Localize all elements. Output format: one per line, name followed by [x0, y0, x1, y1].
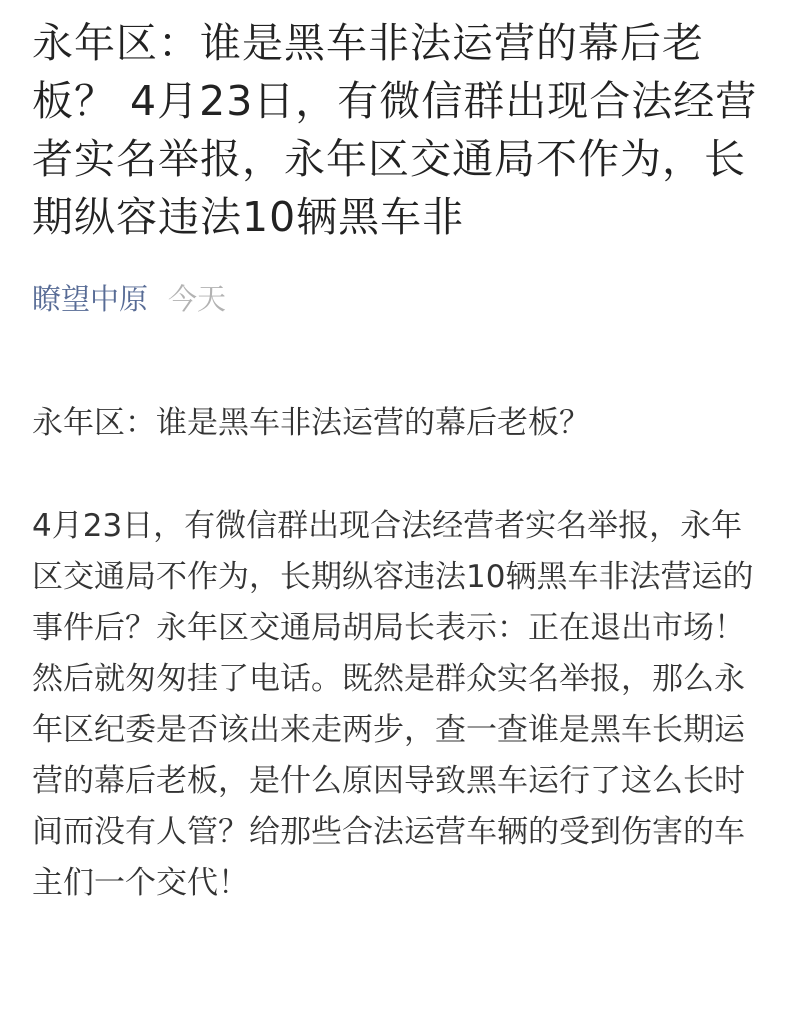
- article-title: 永年区：谁是黑车非法运营的幕后老板？ 4月23日，有微信群出现合法经营者实名举报，永年区交通局不作为，长期纵容违法10辆黑车非: [32, 19, 758, 241]
- account-name-link[interactable]: 瞭望中原: [32, 282, 149, 316]
- paragraph-1: 永年区：谁是黑车非法运营的幕后老板？: [32, 405, 590, 441]
- article-meta: [32, 279, 768, 319]
- article-content: [32, 398, 768, 909]
- paragraph-2: 4月23日，有微信群出现合法经营者实名举报，永年区交通局不作为，长期纵容违法10辆黑车非法营运的事件后？永年区交通局胡局长表示：正在退出市场！然后就匆匆挂了电话。既然是群众实名举报，那么永年区纪委是否该出来走两步，查一查谁是黑车长期运营的幕后老板，是什么原因导致黑车运行了这么长时间而没有人管？给那些合法运营车辆的受到伤害的车主们一个交代！: [32, 508, 754, 901]
- publish-date: 今天: [168, 282, 227, 316]
